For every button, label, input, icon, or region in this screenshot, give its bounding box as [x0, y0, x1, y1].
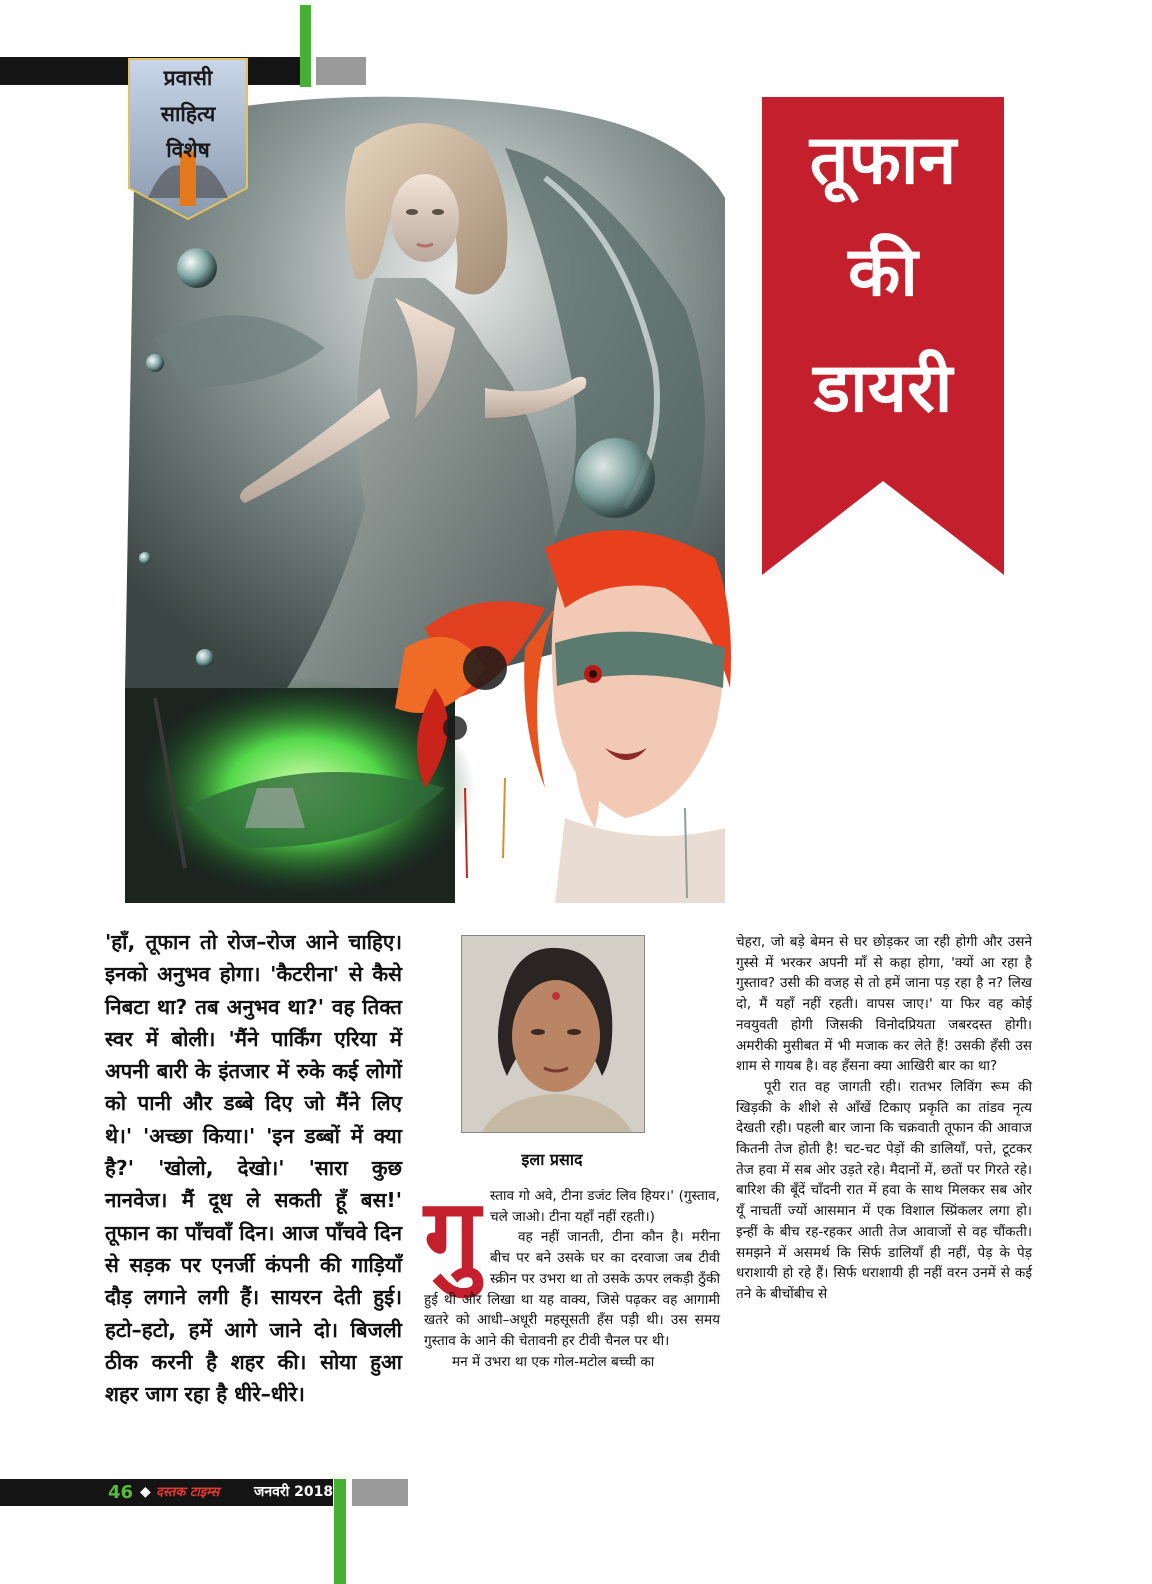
- author-name: इला प्रसाद: [521, 1150, 583, 1169]
- title-line-2: की: [848, 233, 918, 312]
- column-3-text: [736, 932, 1032, 1305]
- column-3-paragraph-2: पूरी रात वह जागती रही। रातभर लिविंग रूम की खिड़की के शीशे से आँखें टिकाए प्रकृति का तांडव नृत्य देखती रही। पहली बार जाना कि चक्रवाती तूफान की आवाज कितनी तेज होती है! चट-चट पेड़ों की डालियाँ, पत्ते, टूटकर तेज हवा में सब ओर उड़ते रहे। मैदानों में, छतों पर गिरते रहे। बारिश की बूँदें चाँदनी रात में हवा के साथ मिलकर सब ओर यूँ नाचतीं ज्यों आसमान में एक विशाल स्प्रिंकलर लगा हो। इन्हीं के बीच रह-रहकर आती तेज आवाजों से वह चौंकती। समझने में असमर्थ कि सिर्फ डालियाँ ही नहीं, पेड़ के पेड़ धराशायी हो रहे हैं। सिर्फ धराशायी ही नहीं वरन उनमें से कई तने के बीचोंबीच से: [736, 1078, 1032, 1302]
- column-1-text: 'हाँ, तूफान तो रोज–रोज आने चाहिए। इनको अनुभव होगा। 'कैटरीना' से कैसे निबटा था? तब अनुभव था?' वह तिक्त स्वर में बोली। 'मैंने पार्किंग एरिया में अपनी बारी के इंतजार में रुके कई लोगों को पानी और डब्बे दिए जो मैंने लिए थे।' 'अच्छा किया।' 'इन डब्बों में क्या है?' 'खोलो, देखो।' 'सारा कुछ नानवेज। मैं दूध ले सकती हूँ बस!' तूफान का पाँचवाँ दिन। आज पाँचवे दिन से सड़क पर एनर्जी कंपनी की गाड़ियाँ दौड़ लगाने लगी हैं। सायरन देती हुई। हटो–हटो, हमें आगे जाने दो। बिजली ठीक करनी है शहर की। सोया हुआ शहर जाग रहा है धीरे–धीरे।: [105, 930, 402, 1407]
- footer-bar-green: [334, 1479, 346, 1584]
- badge-line-2: साहित्य: [160, 102, 216, 126]
- top-bar-green: [300, 5, 311, 87]
- magazine-name: दस्तक टाइम्स: [156, 1485, 220, 1500]
- footer-bar-gray: [352, 1479, 408, 1506]
- drop-cap-spacer: [424, 1177, 490, 1294]
- title-line-1: तूफान: [809, 121, 957, 200]
- footer-separator: ◆: [140, 1484, 151, 1500]
- title-line-3: डायरी: [813, 349, 953, 428]
- drop-cap: गु: [424, 1177, 481, 1294]
- column-2-paragraph-1: स्ताव गो अवे, टीना डजंट लिव हियर।' (गुस्ताव, चले जाओ। टीना यहाँ नहीं रहती।): [490, 1188, 720, 1225]
- issue-date: जनवरी 2018: [254, 1484, 334, 1500]
- column-2-text: [424, 1177, 720, 1372]
- badge-line-1: प्रवासी: [163, 66, 213, 90]
- special-section-badge: [128, 58, 248, 220]
- column-3-paragraph-1: चेहरा, जो बड़े बेमन से घर छोड़कर जा रही होगी और उसने गुस्से में भरकर अपनी माँ से कहा होगा, 'क्यों आ रहा है गुस्ताव? उसी की वजह से तो हमें जाना पड़ रहा है न? लिख दो, मैं यहाँ नहीं रहती। वापस जाए।' या फिर वह कोई नवयुवती होगी जिसकी विनोदप्रियता जबरदस्त होगी। अमरीकी मुसीबत में भी मजाक कर लेते हैं! उसकी हँसी उस शाम से गायब है। वह हँसना क्या आखिरी बार का था?: [736, 934, 1032, 1075]
- badge-line-3: विशेष: [166, 138, 210, 162]
- column-2-paragraph-3: मन में उभरा था एक गोल-मटोल बच्ची का: [452, 1353, 655, 1370]
- top-bar-gray: [316, 57, 366, 85]
- column-2-paragraph-2: वह नहीं जानती, टीना कौन है। मरीना बीच पर बने उसके घर का दरवाजा जब टीवी स्क्रीन पर उभरा था तो उसके ऊपर लकड़ी ठुँकी हुई थी और लिखा था यह वाक्य, जिसे पढ़कर वह आगामी खतरे को आधी–अधूरी महसूसती हँस पड़ी थी। उस समय गुस्ताव के आने की चेतावनी हर टीवी चैनल पर थी।: [424, 1229, 720, 1349]
- page-number: 46: [108, 1482, 134, 1503]
- author-photo: [461, 935, 645, 1133]
- title-banner: [762, 97, 1004, 577]
